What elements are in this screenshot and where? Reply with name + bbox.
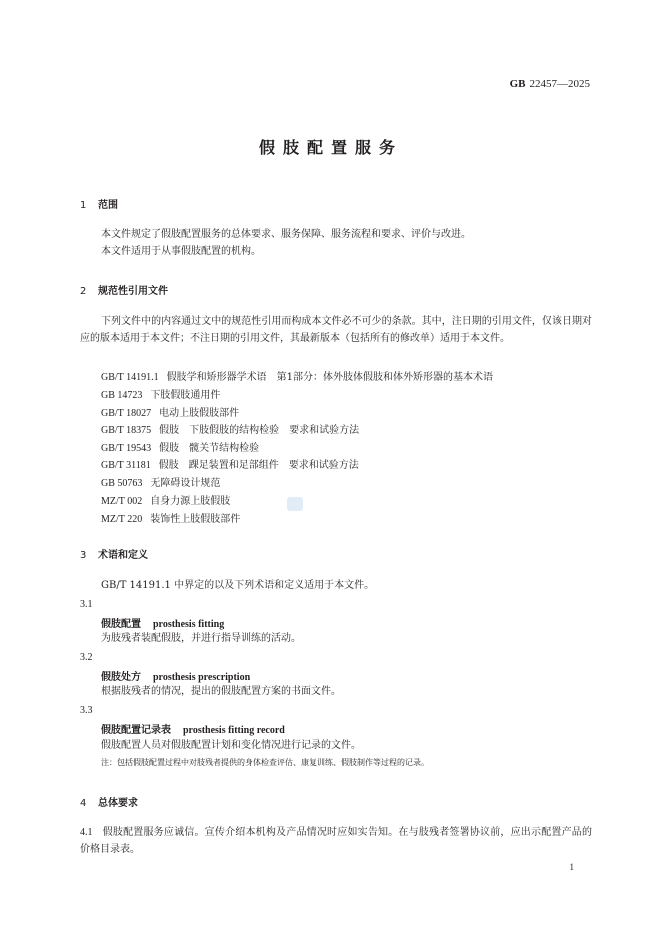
reference-item: GB/T 31181 假肢 踝足装置和足部组件 要求和试验方法: [101, 460, 359, 471]
term-number: 3.1: [80, 599, 93, 610]
paragraph: 本文件适用于从事假肢配置的机构。: [101, 246, 261, 257]
term-title: 假肢配置 prosthesis fitting: [101, 619, 225, 630]
reference-item: GB 14723 下肢假肢通用件: [101, 390, 221, 401]
page-number: 1: [569, 862, 574, 872]
paragraph: 本文件规定了假肢配置服务的总体要求、服务保障、服务流程和要求、评价与改进。: [101, 229, 471, 240]
paragraph: 下列文件中的内容通过文中的规范性引用而构成本文件必不可少的条款。其中，注日期的引用文件，仅该日期对应的版本适用于本文件；不注日期的引用文件，其最新版本（包括所有的修改单）适用于本文件。: [80, 316, 592, 344]
reference-item: MZ/T 002 自身力源上肢假肢: [101, 496, 231, 507]
section-heading-3: 3 术语和定义: [80, 550, 148, 561]
reference-item: GB/T 14191.1 假肢学和矫形器学术语 第1部分：体外肢体假肢和体外矫形器的基本术语: [101, 372, 493, 383]
term-definition: 为肢残者装配假肢，并进行指导训练的活动。: [101, 633, 301, 644]
section-heading-2: 2 规范性引用文件: [80, 286, 168, 297]
reference-item: MZ/T 220 装饰性上肢假肢部件: [101, 514, 241, 525]
term-number: 3.3: [80, 705, 93, 716]
term-definition: 假肢配置人员对假肢配置计划和变化情况进行记录的文件。: [101, 740, 361, 751]
section-heading-4: 4 总体要求: [80, 798, 138, 809]
paragraph: GB/T 14191.1 中界定的以及下列术语和定义适用于本文件。: [101, 580, 375, 591]
term-definition: 根据肢残者的情况，提出的假肢配置方案的书面文件。: [101, 686, 341, 697]
term-title: 假肢处方 prosthesis prescription: [101, 672, 251, 683]
clause-4-1: 4.1 假肢配置服务应诚信。宣传介绍本机构及产品情况时应如实告知。在与肢残者签署协议前，应出示配置产品的价格目录表。: [80, 827, 592, 855]
term-note: 注：包括假肢配置过程中对肢残者提供的身体检查评估、康复训练、假肢制作等过程的记录。: [101, 758, 429, 767]
reference-item: GB 50763 无障碍设计规范: [101, 478, 221, 489]
term-title: 假肢配置记录表 prosthesis fitting record: [101, 725, 285, 736]
section-heading-1: 1 范围: [80, 200, 118, 211]
standard-code: GB 22457—2025: [509, 78, 590, 90]
term-number: 3.2: [80, 652, 93, 663]
reference-item: GB/T 18027 电动上肢假肢部件: [101, 408, 240, 419]
page-title: 假肢配置服务: [258, 138, 403, 157]
watermark-stamp: [287, 497, 303, 511]
reference-item: GB/T 18375 假肢 下肢假肢的结构检验 要求和试验方法: [101, 425, 360, 436]
reference-item: GB/T 19543 假肢 髋关节结构检验: [101, 443, 260, 454]
